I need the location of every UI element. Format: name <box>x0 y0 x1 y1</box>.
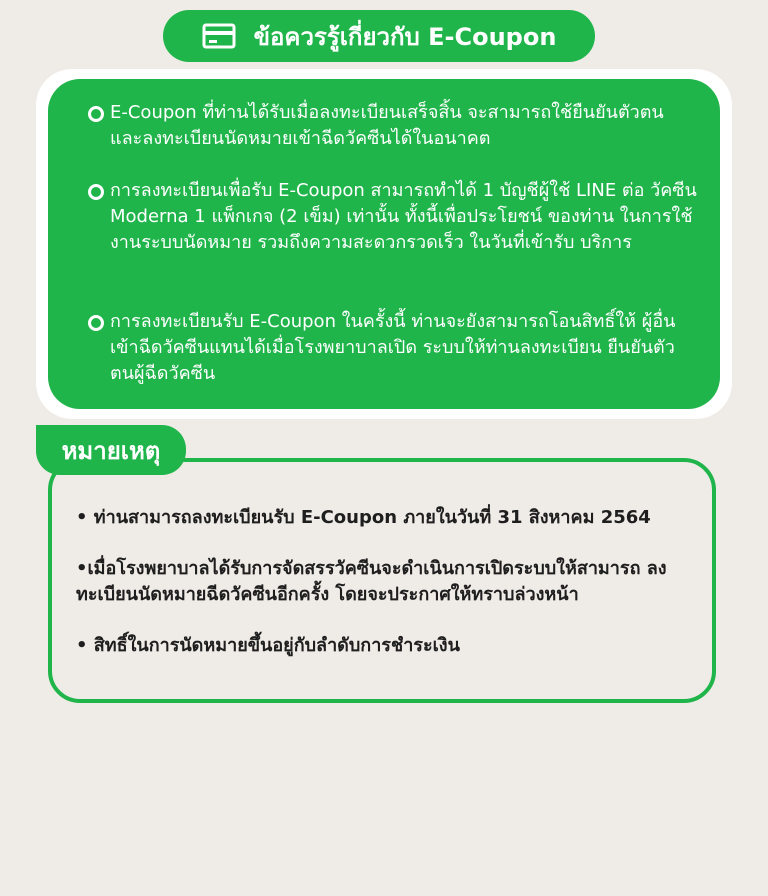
notes-title: หมายเหตุ <box>36 425 186 475</box>
note-item: • สิทธิ์ในการนัดหมายขึ้นอยู่กับลำดับการชำระเงิน <box>76 635 460 656</box>
info-item <box>88 100 698 152</box>
info-item <box>88 178 698 256</box>
page-title-banner <box>163 10 595 62</box>
note-item: • ท่านสามารถลงทะเบียนรับ E-Coupon ภายในวันที่ 31 สิงหาคม 2564 <box>76 507 651 528</box>
info-item-text: การลงทะเบียนเพื่อรับ E-Coupon สามารถทำได้ 1 บัญชีผู้ใช้ LINE ต่อ วัคซีน Moderna 1 แพ็กเกจ (2 เข็ม) เท่านั้น ทั้งนี้เพื่อประโยชน์ ของท่าน ในการใช้งานระบบนัดหมาย รวมถึงความสะดวกรวดเร็ว ในวันที่เข้ารับ บริการ <box>110 180 697 253</box>
circle-bullet-icon <box>88 184 104 200</box>
info-item <box>88 309 698 387</box>
page-title: ข้อควรรู้เกี่ยวกับ E-Coupon <box>253 22 557 51</box>
info-item-text: การลงทะเบียนรับ E-Coupon ในครั้งนี้ ท่านจะยังสามารถโอนสิทธิ์ให้ ผู้อื่นเข้าฉีดวัคซีนแทนได้เมื่อโรงพยาบาลเปิด ระบบให้ท่านลงทะเบียน ยืนยันตัวตนผู้ฉีดวัคซีน <box>110 311 676 384</box>
circle-bullet-icon <box>88 106 104 122</box>
info-item-text: E-Coupon ที่ท่านได้รับเมื่อลงทะเบียนเสร็จสิ้น จะสามารถใช้ยืนยันตัวตน และลงทะเบียนนัดหมายเข้าฉีดวัคซีนได้ในอนาคต <box>110 102 664 149</box>
circle-bullet-icon <box>88 315 104 331</box>
card-icon <box>202 23 236 49</box>
note-item: •เมื่อโรงพยาบาลได้รับการจัดสรรวัคซีนจะดำเนินการเปิดระบบให้สามารถ ลงทะเบียนนัดหมายฉีดวัคซีนอีกครั้ง โดยจะประกาศให้ทราบล่วงหน้า <box>76 558 667 605</box>
